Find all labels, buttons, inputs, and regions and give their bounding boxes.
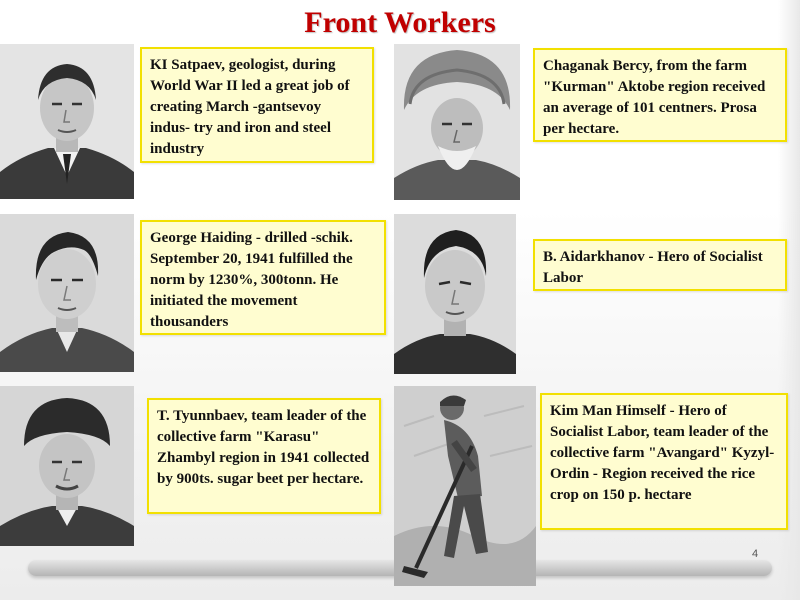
slide-title: Front Workers	[304, 6, 496, 39]
elder-in-fur-hat-portrait-icon	[394, 44, 520, 200]
man-portrait-icon	[394, 214, 516, 374]
caption-kim-man: Kim Man Himself - Hero of Socialist Labor, team leader of the collective farm "Avangard" Kyzyl-Ordin - Region received the rice crop on 150 p. hectare	[540, 393, 788, 530]
young-man-portrait-icon	[0, 214, 134, 372]
page-number: 4	[752, 548, 759, 560]
man-in-suit-portrait-icon	[0, 44, 134, 199]
man-in-fur-hat-portrait-icon	[0, 386, 134, 546]
farmer-with-hoe-icon	[394, 386, 536, 586]
caption-aidarkhanov: B. Aidarkhanov - Hero of Socialist Labor	[533, 239, 787, 291]
caption-tyunnbaev: T. Tyunnbaev, team leader of the collective farm "Karasu" Zhambyl region in 1941 collected by 900ts. sugar beet per hectare.	[147, 398, 381, 514]
caption-haiding: George Haiding - drilled -schik. September 20, 1941 fulfilled the norm by 1230%, 300tonn. He initiated the movement thousanders	[140, 220, 386, 335]
caption-bercy: Chaganak Bercy, from the farm "Kurman" Aktobe region received an average of 101 centners. Prosa per hectare.	[533, 48, 787, 142]
caption-satpaev: KI Satpaev, geologist, during World War II led a great job of creating March -gantsevoy indus- try and iron and steel industry	[140, 47, 374, 163]
